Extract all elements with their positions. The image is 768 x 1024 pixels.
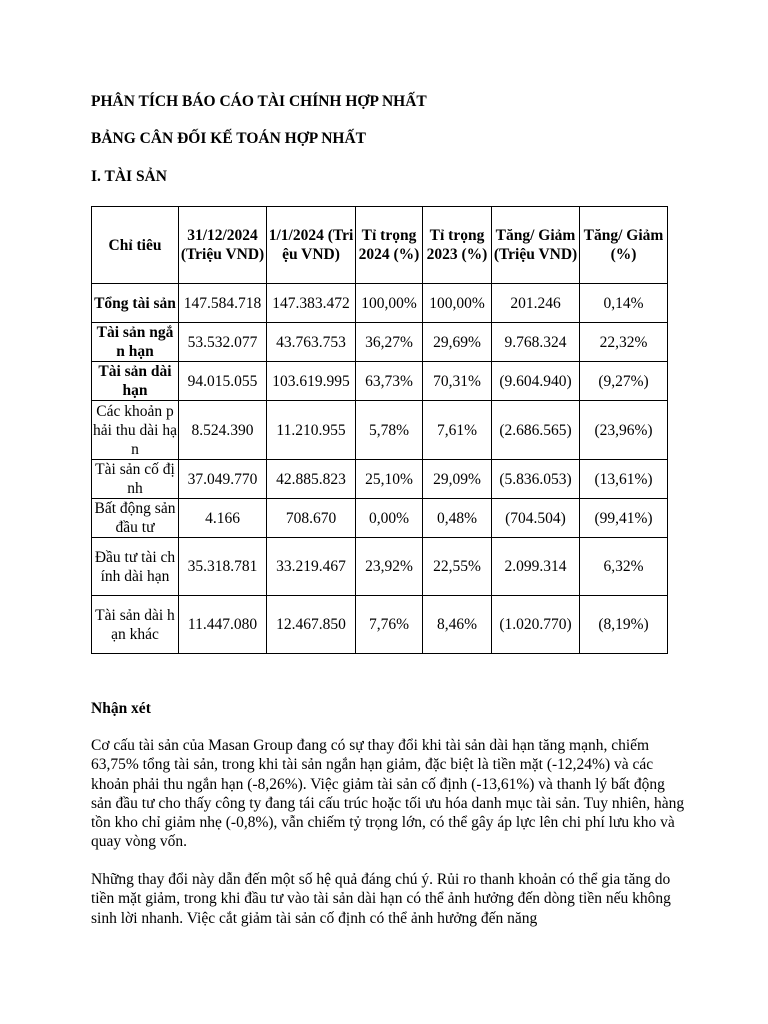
table-cell: 37.049.770 [179, 460, 267, 499]
table-cell: 4.166 [179, 499, 267, 538]
table-cell: (9.604.940) [492, 362, 580, 401]
table-cell: 100,00% [356, 284, 423, 323]
table-cell: (13,61%) [580, 460, 668, 499]
table-cell: (99,41%) [580, 499, 668, 538]
table-cell: 63,73% [356, 362, 423, 401]
table-cell: 11.447.080 [179, 596, 267, 654]
table-cell: 6,32% [580, 538, 668, 596]
table-cell: 42.885.823 [267, 460, 356, 499]
table-cell: 2.099.314 [492, 538, 580, 596]
comment-paragraph-1 [91, 736, 686, 852]
table-row [92, 284, 668, 323]
col-header-change-percent: Tăng/ Giảm (%) [580, 207, 668, 284]
table-cell: 53.532.077 [179, 323, 267, 362]
table-cell: 33.219.467 [267, 538, 356, 596]
col-header-indicator: Chỉ tiêu [92, 207, 179, 284]
table-row [92, 596, 668, 654]
table-cell: 147.584.718 [179, 284, 267, 323]
table-cell: 29,69% [423, 323, 492, 362]
table-cell: (2.686.565) [492, 401, 580, 460]
row-label-cell: Tài sản dài hạn [92, 362, 179, 401]
table-cell: 103.619.995 [267, 362, 356, 401]
comment-paragraph-2 [91, 870, 686, 928]
table-row [92, 401, 668, 460]
row-label-cell: Tài sản dài hạn khác [92, 596, 179, 654]
table-cell: 7,76% [356, 596, 423, 654]
row-label-cell: Bất động sản đầu tư [92, 499, 179, 538]
row-label-cell: Các khoản phải thu dài hạn [93, 402, 177, 458]
table-cell: 23,92% [356, 538, 423, 596]
table-cell: 0,48% [423, 499, 492, 538]
table-cell: (23,96%) [580, 401, 668, 460]
table-cell: (5.836.053) [492, 460, 580, 499]
table-row [92, 323, 668, 362]
row-label-cell: Tài sản cố định [92, 460, 179, 499]
table-row [92, 538, 668, 596]
table-cell: (8,19%) [580, 596, 668, 654]
table-cell: 100,00% [423, 284, 492, 323]
table-cell: 8,46% [423, 596, 492, 654]
assets-table [91, 206, 668, 654]
table-cell: 147.383.472 [267, 284, 356, 323]
balance-sheet-title: BẢNG CÂN ĐỐI KẾ TOÁN HỢP NHẤT [91, 130, 367, 147]
table-cell: (9,27%) [580, 362, 668, 401]
row-label-cell: Đầu tư tài chính dài hạn [92, 538, 179, 596]
table-cell: 5,78% [356, 401, 423, 460]
paragraph-text: Cơ cấu tài sản của Masan Group đang có sự thay đổi khi tài sản dài hạn tăng mạnh, chiếm 63,75% tổng tài sản, trong khi tài sản ngắn hạn giảm, đặc biệt là tiền mặt (-12,24%) và các khoản phải thu ngắn hạn (-8,26%). Việc giảm tài sản cố định (-13,61%) và thanh lý bất động sản đầu tư cho thấy công ty đang tái cấu trúc hoặc tối ưu hóa danh mục tài sản. Tuy nhiên, hàng tồn kho chỉ giảm nhẹ (-0,8%), vẫn chiếm tỷ trọng lớn, có thể gây áp lực lên chi phí lưu kho và quay vòng vốn. [91, 737, 685, 851]
table-cell: (704.504) [492, 499, 580, 538]
paragraph-text: Những thay đổi này dẫn đến một số hệ quả đáng chú ý. Rủi ro thanh khoản có thể gia tăng do tiền mặt giảm, trong khi đầu tư vào tài sản dài hạn có thể ảnh hưởng đến dòng tiền nếu không sinh lời nhanh. Việc cắt giảm tài sản cố định có thể ảnh hưởng đến năng [91, 871, 671, 927]
col-header-end-2024: 31/12/2024 (Triệu VND) [179, 207, 267, 284]
table-cell: 29,09% [423, 460, 492, 499]
table-cell: 43.763.753 [267, 323, 356, 362]
table-cell: 36,27% [356, 323, 423, 362]
table-cell: 70,31% [423, 362, 492, 401]
table-cell: (1.020.770) [492, 596, 580, 654]
table-cell: 7,61% [423, 401, 492, 460]
table-cell: 0,14% [580, 284, 668, 323]
table-cell: 22,55% [423, 538, 492, 596]
table-cell: 12.467.850 [267, 596, 356, 654]
section-title: I. TÀI SẢN [91, 168, 167, 185]
table-cell: 8.524.390 [179, 401, 267, 460]
table-cell: 35.318.781 [179, 538, 267, 596]
table-cell: 94.015.055 [179, 362, 267, 401]
table-header-row [92, 207, 668, 284]
table-cell: 708.670 [267, 499, 356, 538]
table-row [92, 362, 668, 401]
table-cell: 22,32% [580, 323, 668, 362]
comment-heading: Nhận xét [91, 700, 151, 717]
col-header-weight-2023: Tỉ trọng 2023 (%) [423, 207, 492, 284]
col-header-change-value: Tăng/ Giảm (Triệu VND) [492, 207, 580, 284]
report-title: PHÂN TÍCH BÁO CÁO TÀI CHÍNH HỢP NHẤT [91, 93, 427, 110]
row-label-cell: Tổng tài sản [92, 284, 179, 323]
table-cell: 9.768.324 [492, 323, 580, 362]
table-cell: 25,10% [356, 460, 423, 499]
col-header-start-2024: 1/1/2024 (Triệu VND) [267, 207, 356, 284]
table-cell: 11.210.955 [267, 401, 356, 460]
row-label-cell: Tài sản ngắn hạn [92, 323, 179, 362]
table-row [92, 460, 668, 499]
table-cell: 201.246 [492, 284, 580, 323]
table-cell: 0,00% [356, 499, 423, 538]
table-row [92, 499, 668, 538]
col-header-weight-2024: Tỉ trọng 2024 (%) [356, 207, 423, 284]
